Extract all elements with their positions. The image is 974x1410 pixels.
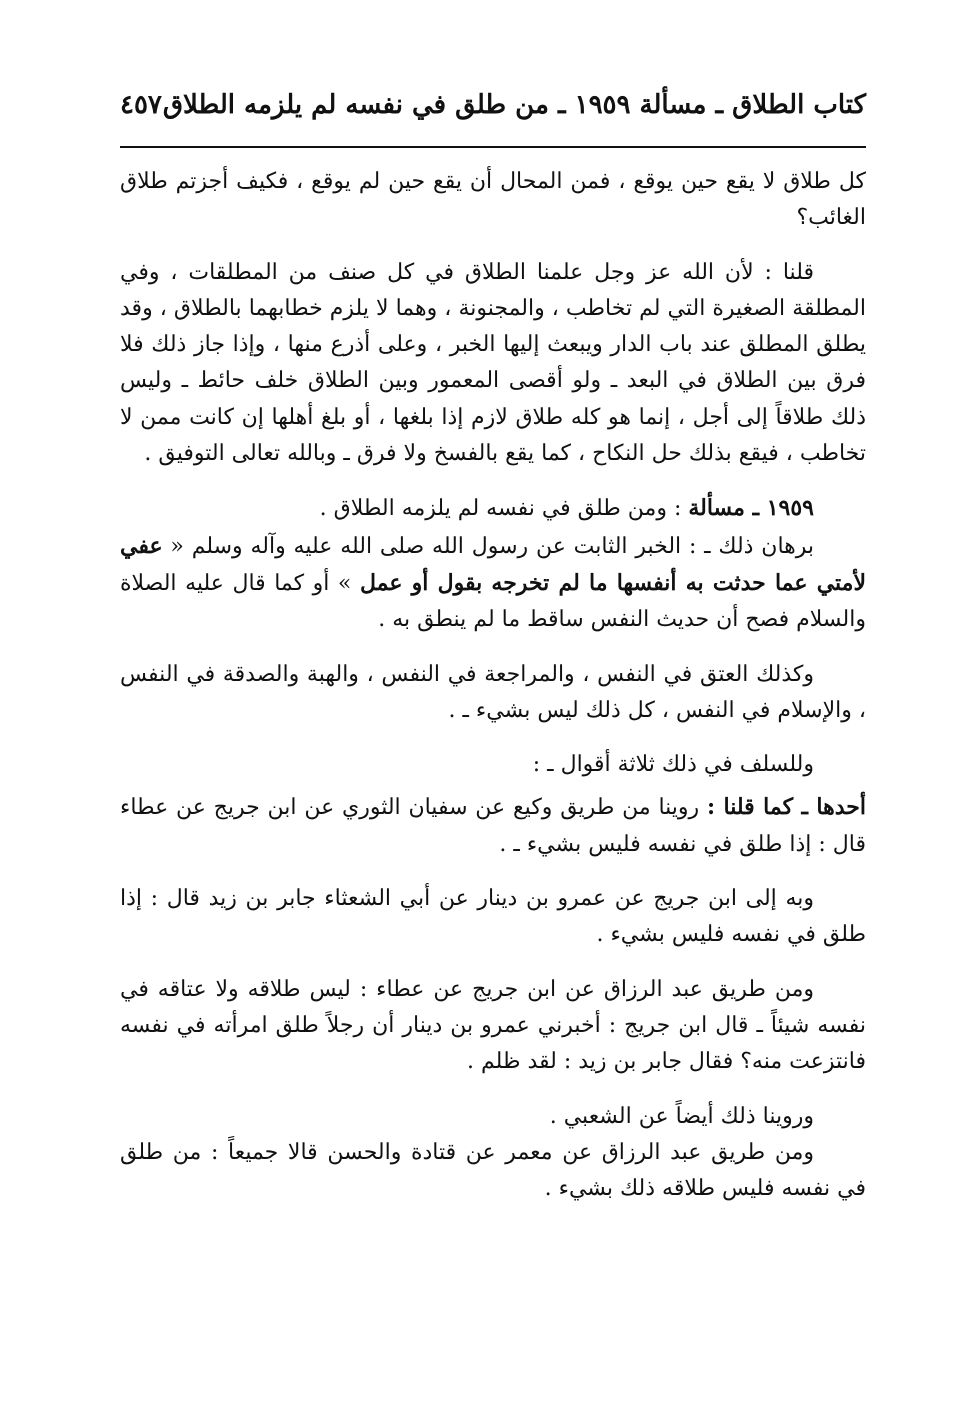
hadith-quote: عفي لأمتي عما حدثت به أنفسها ما لم تخرجه بقول أو عمل (120, 532, 867, 596)
proof-start: برهان ذلك ـ : الخبر الثابت عن رسول الله صلى الله عليه وآله وسلم « (170, 533, 815, 559)
proof-end: » أو كما قال عليه الصلاة والسلام فصح أن حديث النفس ساقط ما لم ينطق به . (120, 570, 866, 633)
first-opinion-text: روينا من طريق وكيع عن سفيان الثوري عن ابن جريج عن عطاء قال : إذا طلق في نفسه فليس بشيء ـ . (120, 795, 866, 857)
first-opinion-lead: أحدها ـ كما قلنا : (706, 794, 866, 821)
header-title: كتاب الطلاق ـ مسألة ١٩٥٩ ـ من طلق في نفسه لم يلزمه الطلاق (162, 90, 866, 120)
running-header (120, 90, 866, 130)
page-body (120, 164, 866, 1207)
paragraph-11: ومن طريق عبد الرزاق عن معمر عن قتادة والحسن قالا جميعاً : من طلق في نفسه فليس طلاقه ذلك بشيء . (120, 1139, 866, 1202)
paragraph-7 (120, 789, 866, 863)
paragraph-6: وللسلف في ذلك ثلاثة أقوال ـ : (532, 752, 814, 778)
paragraph-5: وكذلك العتق في النفس ، والمراجعة في النفس ، والهبة والصدقة في النفس ، والإسلام في النفس ، كل ذلك ليس بشيء ـ . (120, 661, 866, 723)
paragraph-2: قلنا : لأن الله عز وجل علمنا الطلاق في كل صنف من المطلقات ، وفي المطلقة الصغيرة التي لم تخاطب ، والمجنونة ، وهما لا يلزم خطابهما بالطلاق ، وقد يطلق المطلق عند باب الدار ويبعث إليها الخبر ، وعلى أذرع منها ، وإذا جاز ذلك فلا فرق بين الطلاق في البعد ـ ولو أقصى المعمور وبين الطلاق خلف حائط ـ وليس ذلك طلاقاً إلى أجل ، إنما هو كله طلاق لازم إذا بلغها ، أو بلغ أهلها إن كانت ممن لا تخاطب ، فيقع بذلك حل النكاح ، كما يقع بالفسخ ولا فرق ـ وبالله تعالى التوفيق . (120, 259, 866, 467)
issue-number: ١٩٥٩ ـ مسألة (688, 495, 814, 522)
paragraph-proof (120, 528, 866, 639)
page-number: ٤٥٧ (120, 90, 162, 120)
issue-heading (120, 490, 866, 527)
paragraph-1: كل طلاق لا يقع حين يوقع ، فمن المحال أن يقع حين لم يوقع ، فكيف أجزتم طلاق الغائب؟ (120, 169, 866, 231)
issue-text: : ومن طلق في نفسه لم يلزمه الطلاق . (319, 496, 682, 522)
paragraph-8: وبه إلى ابن جريج عن عمرو بن دينار عن أبي الشعثاء جابر بن زيد قال : إذا طلق في نفسه فليس بشيء . (120, 886, 866, 948)
paragraph-9: ومن طريق عبد الرزاق عن ابن جريج عن عطاء : ليس طلاقه ولا عتاقه في نفسه شيئاً ـ قال ابن جريج : أخبرني عمرو بن دينار أن رجلاً طلق امرأته في نفسه فانتزعت منه؟ فقال جابر بن زيد : لقد ظلم . (120, 976, 866, 1075)
header-divider (120, 146, 866, 148)
paragraph-10: وروينا ذلك أيضاً عن الشعبي . (549, 1103, 814, 1129)
